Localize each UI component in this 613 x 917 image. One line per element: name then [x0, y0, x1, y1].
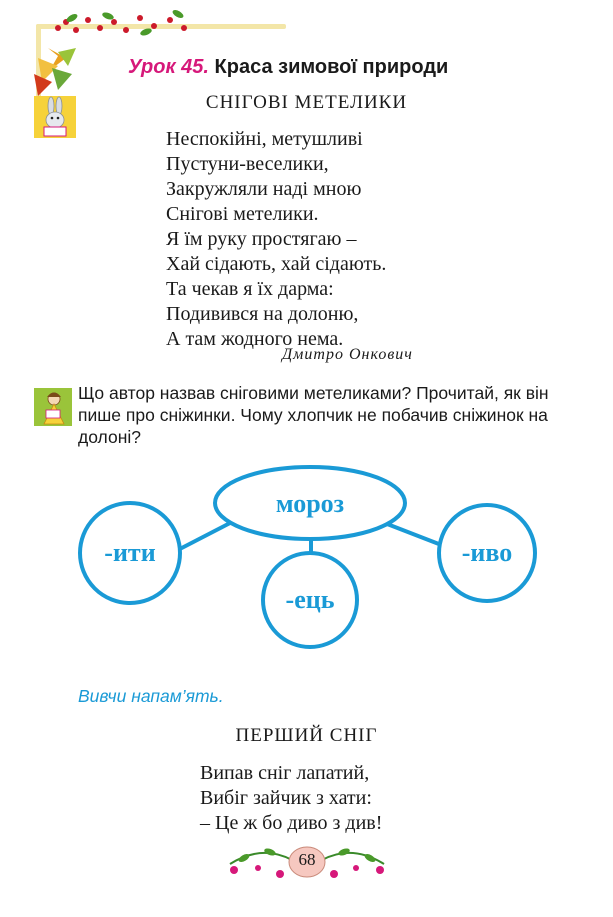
- poem-line: Випав сніг лапатий,: [200, 762, 370, 784]
- connector-right: [382, 522, 444, 546]
- learn-by-heart-instruction: Вивчи напам’ять.: [78, 686, 224, 706]
- page-number: 68: [298, 850, 316, 869]
- suffix-left: -ити: [104, 538, 156, 567]
- poem-first-snow: [200, 761, 382, 836]
- word-formation-diagram: [0, 460, 613, 660]
- poem-line: Я їм руку простягаю –: [166, 228, 357, 250]
- root-word: мороз: [275, 489, 345, 518]
- poem-line: Закружляли наді мною: [166, 178, 362, 200]
- poem-line: Подивився на долоню,: [166, 303, 359, 325]
- task-question: Що автор назвав сніговими метеликами? Прочитай, як він пише про сніжинки. Чому хлопчик не побачив сніжинок на долоні?: [78, 383, 549, 447]
- lesson-title: Краса зимової природи: [214, 56, 449, 78]
- poem-author: Дмитро Онкович: [282, 346, 413, 363]
- poem-line: Хай сідають, хай сідають.: [166, 253, 387, 275]
- poem-line: Снігові метелики.: [166, 203, 319, 225]
- connector-left: [174, 522, 232, 552]
- reading-girl-icon: [34, 388, 72, 426]
- lesson-header: [128, 56, 448, 79]
- poem-title-first-snow: ПЕРШИЙ СНІГ: [235, 725, 378, 746]
- poem-line: Неспокійні, метушливі: [166, 128, 363, 150]
- poem-snow-butterflies: [166, 127, 386, 352]
- lesson-number: Урок 45.: [128, 56, 209, 78]
- poem-line: Пустуни-веселики,: [166, 153, 329, 175]
- suffix-right: -иво: [461, 538, 513, 567]
- poem-line: – Це ж бо диво з див!: [200, 812, 383, 834]
- poem-line: А там жодного нема.: [166, 328, 344, 350]
- poem-title-snow-butterflies: СНІГОВІ МЕТЕЛИКИ: [205, 92, 408, 113]
- suffix-bottom: -ець: [285, 585, 335, 614]
- poem-line: Та чекав я їх дарма:: [166, 278, 334, 300]
- poem-line: Вибіг зайчик з хати:: [200, 787, 372, 809]
